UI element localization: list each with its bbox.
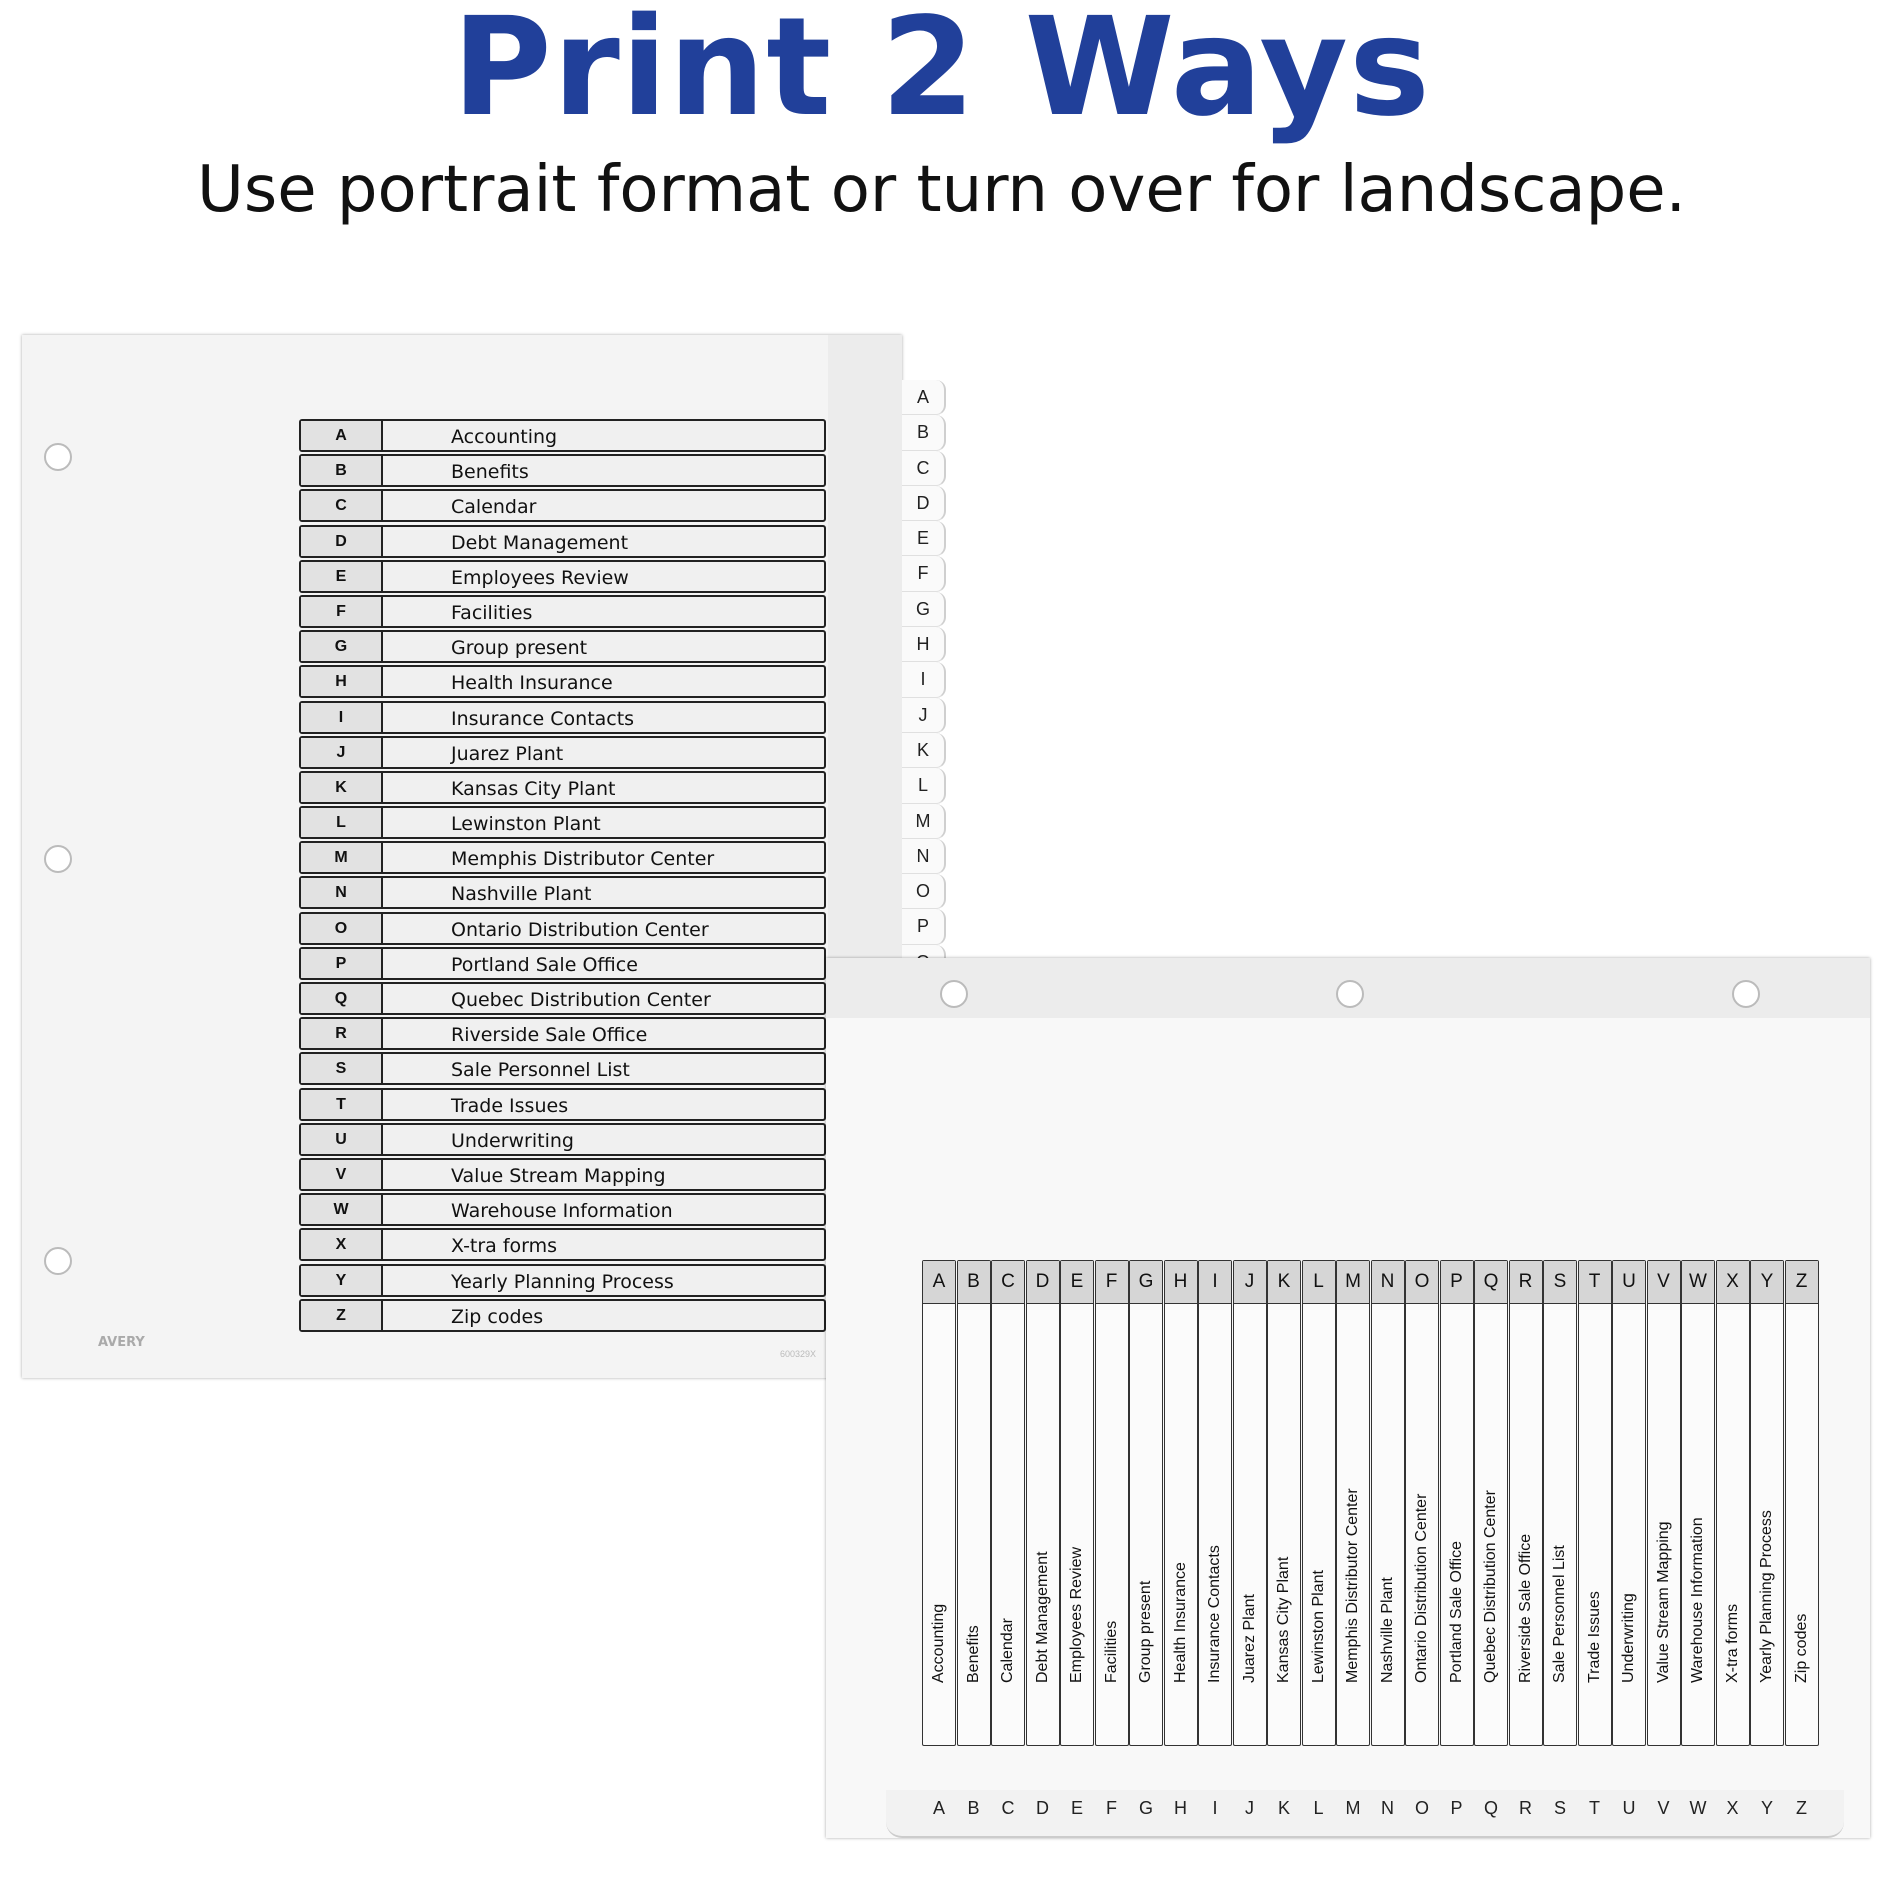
toc-row — [299, 701, 826, 734]
toc-row — [299, 806, 826, 839]
bottom-tab-y[interactable]: Y — [1760, 1798, 1773, 1818]
landscape-column — [1371, 1260, 1405, 1746]
landscape-column-title: Insurance Contacts — [1206, 1545, 1223, 1683]
toc-row — [299, 419, 826, 452]
toc-row-title: Juarez Plant — [451, 742, 564, 765]
landscape-column-letter: E — [1061, 1261, 1093, 1304]
bottom-tab-u[interactable]: U — [1622, 1798, 1636, 1818]
side-tab-h[interactable]: H — [902, 627, 946, 662]
toc-row-title: Ontario Distribution Center — [451, 918, 709, 941]
bottom-tab-k[interactable]: K — [1277, 1798, 1290, 1818]
landscape-column-letter: O — [1406, 1261, 1438, 1304]
headline: Print 2 Ways — [452, 0, 1431, 147]
bottom-tab-j[interactable]: J — [1245, 1798, 1254, 1818]
bottom-tab-z[interactable]: Z — [1796, 1798, 1807, 1818]
bottom-tab-x[interactable]: X — [1726, 1798, 1739, 1818]
toc-row-title: Lewinston Plant — [451, 813, 601, 836]
toc-row-letter: U — [301, 1125, 383, 1154]
landscape-column-title: X-tra forms — [1723, 1603, 1741, 1683]
toc-row-title: Facilities — [451, 601, 533, 624]
toc-row-letter: R — [301, 1019, 383, 1048]
landscape-column-letter: A — [923, 1261, 955, 1304]
landscape-column-letter: F — [1096, 1261, 1128, 1304]
toc-row — [299, 1228, 826, 1261]
side-tab-m[interactable]: M — [902, 804, 946, 839]
toc-row-title: Trade Issues — [451, 1094, 569, 1117]
toc-row-title: Quebec Distribution Center — [451, 989, 711, 1011]
landscape-column-title: Debt Management — [1033, 1551, 1051, 1683]
bottom-tab-o[interactable]: O — [1414, 1798, 1429, 1818]
landscape-column — [1302, 1260, 1336, 1746]
toc-row — [299, 630, 826, 663]
landscape-column-letter: R — [1510, 1261, 1542, 1304]
bottom-tab-m[interactable]: M — [1345, 1798, 1361, 1818]
toc-row-title: Benefits — [451, 461, 529, 484]
toc-row-letter: V — [301, 1160, 383, 1189]
side-tab-c[interactable]: C — [902, 451, 946, 486]
landscape-column-letter: Q — [1475, 1261, 1507, 1304]
bottom-tab-v[interactable]: V — [1657, 1798, 1670, 1818]
landscape-column-title: Accounting — [930, 1603, 947, 1683]
landscape-column-letter: U — [1613, 1261, 1645, 1304]
toc-row-title: Yearly Planning Process — [451, 1270, 674, 1293]
toc-row — [299, 771, 826, 804]
punch-hole-icon — [44, 443, 72, 471]
toc-row-letter: M — [301, 843, 383, 872]
landscape-column — [1716, 1260, 1750, 1746]
side-tab-a[interactable]: A — [902, 380, 946, 415]
landscape-column-letter: T — [1579, 1261, 1611, 1304]
toc-row-title: Riverside Sale Office — [451, 1024, 648, 1047]
toc-row-letter: H — [301, 667, 383, 696]
landscape-column-title: Employees Review — [1068, 1546, 1085, 1683]
landscape-column-title: Sale Personnel List — [1551, 1545, 1568, 1683]
landscape-column-title: Juarez Plant — [1240, 1594, 1258, 1683]
landscape-column-letter: W — [1682, 1261, 1714, 1304]
landscape-toc-sheet — [826, 958, 1870, 1838]
landscape-column-title: Memphis Distributor Center — [1344, 1488, 1361, 1683]
landscape-column-letter: I — [1199, 1261, 1231, 1304]
landscape-column — [1198, 1260, 1232, 1746]
toc-row — [299, 1088, 826, 1121]
landscape-column — [1233, 1260, 1267, 1746]
toc-row — [299, 595, 826, 628]
landscape-column-letter: J — [1234, 1261, 1266, 1304]
toc-row-title: Kansas City Plant — [451, 777, 616, 800]
toc-row — [299, 1193, 826, 1226]
side-tab-e[interactable]: E — [902, 521, 946, 556]
bottom-tab-q[interactable]: Q — [1483, 1798, 1498, 1818]
landscape-column-letter: P — [1441, 1261, 1473, 1304]
toc-row-letter: K — [301, 773, 383, 802]
toc-row-letter: E — [301, 562, 383, 591]
toc-row — [299, 525, 826, 558]
landscape-column — [1681, 1260, 1715, 1746]
bottom-tab-l[interactable]: L — [1313, 1798, 1324, 1818]
landscape-column-title: Underwriting — [1620, 1593, 1637, 1683]
toc-row-letter: Z — [301, 1301, 383, 1330]
bottom-tab-h[interactable]: H — [1174, 1798, 1187, 1818]
toc-row-letter: W — [301, 1195, 383, 1224]
side-tab-d[interactable]: D — [902, 486, 946, 521]
bottom-tab-t[interactable]: T — [1589, 1798, 1600, 1818]
landscape-column-letter: L — [1303, 1261, 1335, 1304]
toc-row-title: Value Stream Mapping — [451, 1164, 666, 1187]
side-tab-l[interactable]: L — [902, 768, 946, 803]
toc-row-title: Sale Personnel List — [451, 1059, 630, 1082]
punch-hole-icon — [940, 980, 968, 1008]
landscape-column-letter: H — [1165, 1261, 1197, 1304]
toc-row-letter: X — [301, 1230, 383, 1259]
toc-row-title: Debt Management — [451, 531, 629, 554]
toc-row — [299, 1123, 826, 1156]
landscape-column-letter: N — [1372, 1261, 1404, 1304]
landscape-column-title: Portland Sale Office — [1447, 1540, 1465, 1683]
toc-row — [299, 1158, 826, 1191]
landscape-column — [1612, 1260, 1646, 1746]
toc-row-title: Portland Sale Office — [451, 953, 638, 976]
toc-row — [299, 912, 826, 945]
bottom-tab-d[interactable]: D — [1036, 1798, 1049, 1818]
toc-row-letter: L — [301, 808, 383, 837]
landscape-column-letter: Y — [1751, 1261, 1783, 1304]
toc-row — [299, 489, 826, 522]
landscape-column-letter: M — [1337, 1261, 1369, 1304]
landscape-column-title: Zip codes — [1792, 1613, 1810, 1683]
landscape-column-letter: G — [1130, 1261, 1162, 1304]
toc-row-title: Underwriting — [451, 1129, 574, 1152]
landscape-column — [1164, 1260, 1198, 1746]
toc-row-title: Group present — [451, 637, 588, 660]
bottom-tab-e[interactable]: E — [1070, 1798, 1083, 1818]
landscape-column — [1095, 1260, 1129, 1746]
toc-row-letter: I — [301, 703, 383, 732]
landscape-column — [1578, 1260, 1612, 1746]
landscape-column-letter: C — [992, 1261, 1024, 1304]
bottom-tab-c[interactable]: C — [1001, 1798, 1015, 1818]
landscape-column-title: Value Stream Mapping — [1654, 1521, 1672, 1683]
landscape-column-title: Group present — [1137, 1580, 1154, 1683]
toc-row-letter: P — [301, 949, 383, 978]
side-tab-g[interactable]: G — [902, 592, 946, 627]
bottom-tab-f[interactable]: F — [1106, 1798, 1117, 1818]
bottom-tab-n[interactable]: N — [1381, 1798, 1394, 1818]
toc-row-title: Accounting — [451, 426, 558, 448]
toc-row — [299, 1052, 826, 1085]
landscape-column — [1440, 1260, 1474, 1746]
bottom-tab-b[interactable]: B — [967, 1798, 980, 1818]
landscape-column-title: Yearly Planning Process — [1758, 1510, 1775, 1683]
landscape-column-letter: D — [1027, 1261, 1059, 1304]
landscape-column-title: Warehouse Information — [1689, 1517, 1706, 1683]
toc-row-letter: N — [301, 878, 383, 907]
landscape-column — [1785, 1260, 1819, 1746]
toc-row-letter: D — [301, 527, 383, 556]
toc-row-title: Nashville Plant — [451, 883, 592, 906]
bottom-tab-p[interactable]: P — [1450, 1798, 1463, 1818]
landscape-column — [1647, 1260, 1681, 1746]
toc-row-letter: F — [301, 597, 383, 626]
landscape-column-letter: Z — [1786, 1261, 1818, 1304]
landscape-column — [1405, 1260, 1439, 1746]
landscape-column-title: Kansas City Plant — [1275, 1556, 1292, 1683]
toc-row — [299, 1264, 826, 1297]
toc-row — [299, 982, 826, 1015]
toc-row-letter: J — [301, 738, 383, 767]
landscape-column — [1129, 1260, 1163, 1746]
landscape-column — [1026, 1260, 1060, 1746]
toc-row-letter: Y — [301, 1266, 383, 1295]
toc-row — [299, 560, 826, 593]
landscape-column-letter: V — [1648, 1261, 1680, 1304]
side-tab-p[interactable]: P — [902, 909, 946, 944]
toc-row-letter: G — [301, 632, 383, 661]
toc-row-letter: T — [301, 1090, 383, 1119]
landscape-column-title: Nashville Plant — [1378, 1577, 1396, 1683]
landscape-column — [1543, 1260, 1577, 1746]
bottom-tab-a[interactable]: A — [932, 1798, 945, 1818]
side-tab-b[interactable]: B — [902, 415, 946, 450]
landscape-column-title: Trade Issues — [1585, 1591, 1603, 1683]
toc-row-letter: S — [301, 1054, 383, 1083]
landscape-column-letter: B — [958, 1261, 990, 1304]
side-tab-j[interactable]: J — [902, 698, 946, 733]
toc-row — [299, 1299, 826, 1332]
landscape-column-title: Riverside Sale Office — [1516, 1533, 1534, 1683]
brand-logo: AVERY — [98, 1335, 145, 1350]
toc-row — [299, 736, 826, 769]
toc-row — [299, 1017, 826, 1050]
landscape-column — [1267, 1260, 1301, 1746]
toc-row-title: Insurance Contacts — [451, 707, 635, 730]
punch-hole-icon — [44, 1247, 72, 1275]
bottom-tab-w[interactable]: W — [1689, 1798, 1707, 1818]
bottom-tab-i[interactable]: I — [1212, 1798, 1218, 1818]
toc-row-letter: C — [301, 491, 383, 520]
toc-row-title: X-tra forms — [451, 1235, 558, 1258]
landscape-column — [1750, 1260, 1784, 1746]
punch-hole-icon — [1732, 980, 1760, 1008]
landscape-tab-strip — [886, 1790, 1844, 1838]
punch-hole-icon — [1336, 980, 1364, 1008]
side-tab-k[interactable]: K — [902, 733, 946, 768]
toc-row-title: Memphis Distributor Center — [451, 848, 715, 871]
side-tab-i[interactable]: I — [902, 662, 946, 697]
landscape-column — [922, 1260, 956, 1746]
toc-row-title: Zip codes — [451, 1305, 544, 1328]
toc-row-letter: O — [301, 914, 383, 943]
product-code: 600329X — [780, 1349, 817, 1359]
toc-row-title: Health Insurance — [451, 672, 613, 695]
landscape-column — [1509, 1260, 1543, 1746]
punch-hole-icon — [44, 845, 72, 873]
toc-table — [299, 419, 826, 1334]
toc-row-letter: B — [301, 456, 383, 485]
landscape-column-title: Ontario Distribution Center — [1413, 1493, 1430, 1683]
toc-row — [299, 454, 826, 487]
bottom-tab-r[interactable]: R — [1519, 1798, 1532, 1818]
landscape-column-title: Calendar — [999, 1618, 1016, 1683]
landscape-column — [957, 1260, 991, 1746]
toc-row — [299, 665, 826, 698]
landscape-column — [1060, 1260, 1094, 1746]
landscape-column-title: Benefits — [964, 1625, 982, 1683]
side-tab-f[interactable]: F — [902, 556, 946, 591]
side-tab-o[interactable]: O — [902, 874, 946, 909]
bottom-tab-s[interactable]: S — [1553, 1798, 1566, 1818]
landscape-column-title: Facilities — [1102, 1620, 1120, 1683]
landscape-column-letter: S — [1544, 1261, 1576, 1304]
landscape-column-title: Lewinston Plant — [1309, 1570, 1327, 1683]
landscape-column-title: Quebec Distribution Center — [1482, 1490, 1499, 1683]
toc-row — [299, 947, 826, 980]
bottom-tab-g[interactable]: G — [1138, 1798, 1153, 1818]
landscape-column — [991, 1260, 1025, 1746]
side-tab-n[interactable]: N — [902, 839, 946, 874]
landscape-column — [1474, 1260, 1508, 1746]
toc-row-letter: Q — [301, 984, 383, 1013]
toc-row-title: Calendar — [451, 496, 537, 519]
subheadline: Use portrait format or turn over for landscape. — [197, 153, 1686, 227]
toc-row-title: Employees Review — [451, 566, 629, 589]
toc-row-title: Warehouse Information — [451, 1200, 673, 1223]
landscape-column-letter: X — [1717, 1261, 1749, 1304]
toc-row — [299, 841, 826, 874]
landscape-column — [1336, 1260, 1370, 1746]
landscape-column-title: Health Insurance — [1171, 1562, 1189, 1683]
portrait-toc-sheet — [22, 335, 902, 1378]
toc-row — [299, 876, 826, 909]
landscape-column-letter: K — [1268, 1261, 1300, 1304]
toc-row-letter: A — [301, 421, 383, 450]
